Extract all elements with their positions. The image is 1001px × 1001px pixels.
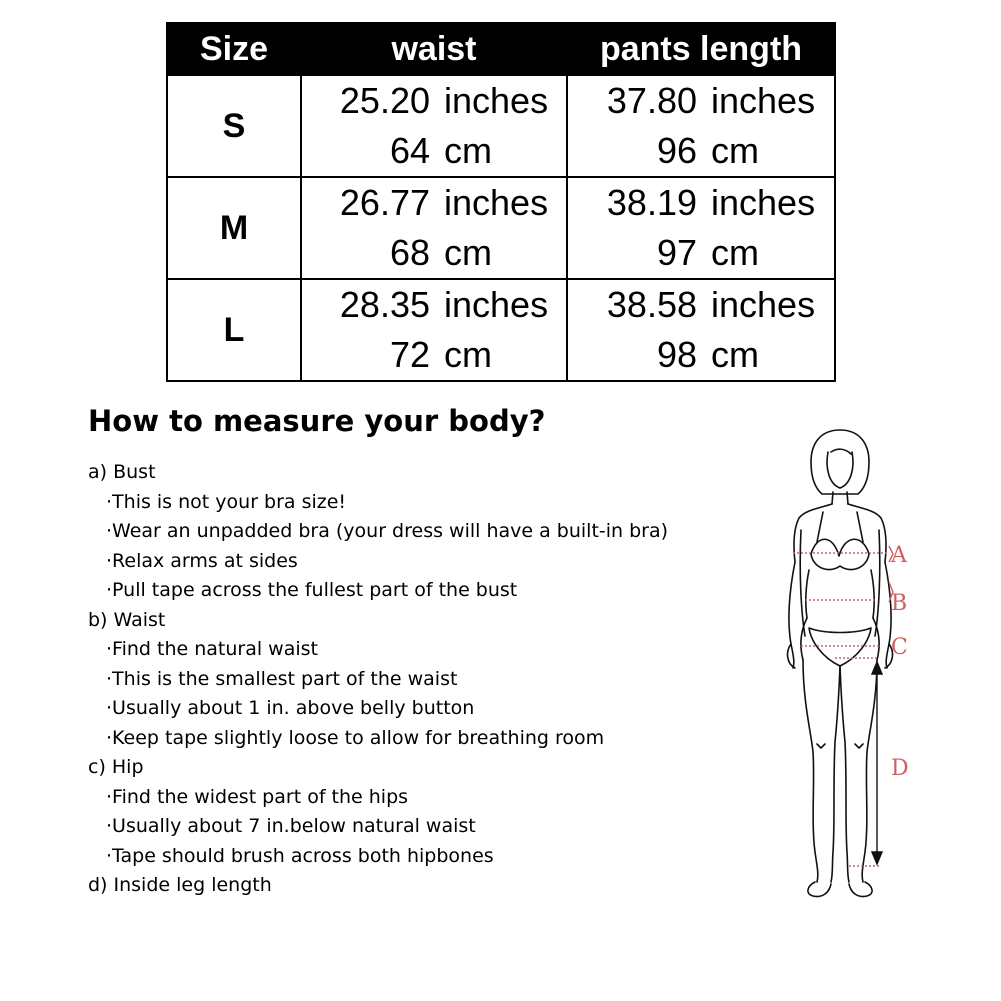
header-waist: waist bbox=[301, 23, 567, 75]
table-row bbox=[167, 75, 835, 177]
list-item: ·Relax arms at sides bbox=[106, 549, 298, 572]
list-item: ·This is the smallest part of the waist bbox=[106, 667, 458, 690]
unit-label: inches bbox=[711, 182, 816, 223]
table-row bbox=[167, 279, 835, 381]
marker-d-label: D bbox=[891, 756, 909, 781]
list-item: ·Keep tape slightly loose to allow for breathing room bbox=[106, 726, 605, 749]
list-item: ·Find the natural waist bbox=[106, 638, 318, 660]
size-label: L bbox=[167, 279, 301, 381]
size-chart-table bbox=[166, 22, 836, 382]
table-row bbox=[167, 177, 835, 279]
waist-cell bbox=[301, 177, 567, 279]
waist-cm-value: 64 bbox=[389, 130, 430, 171]
unit-label: inches bbox=[444, 80, 549, 121]
unit-label: cm bbox=[444, 232, 492, 273]
length-cm-value: 97 bbox=[656, 232, 697, 273]
list-item: ·Usually about 7 in.below natural waist bbox=[106, 815, 476, 837]
header-size: Size bbox=[167, 23, 301, 75]
list-item: ·Pull tape across the fullest part of the bust bbox=[106, 579, 518, 601]
table-header-row bbox=[167, 23, 835, 75]
length-cell bbox=[567, 177, 835, 279]
unit-label: inches bbox=[711, 80, 816, 121]
length-inches-value: 38.58 bbox=[606, 284, 697, 325]
unit-label: cm bbox=[711, 334, 759, 375]
list-item: ·Tape should brush across both hipbones bbox=[106, 844, 494, 867]
waist-cell bbox=[301, 279, 567, 381]
length-cell bbox=[567, 279, 835, 381]
list-item: ·Wear an unpadded bra (your dress will have a built-in bra) bbox=[106, 520, 669, 542]
guide-title: How to measure your body? bbox=[88, 404, 546, 438]
waist-cm-value: 68 bbox=[389, 232, 430, 273]
body-outline-figure bbox=[765, 422, 915, 900]
waist-inches-value: 28.35 bbox=[339, 284, 430, 325]
unit-label: inches bbox=[444, 284, 549, 325]
waist-cm-value: 72 bbox=[389, 334, 430, 375]
list-item: ·This is not your bra size! bbox=[106, 490, 347, 513]
unit-label: inches bbox=[711, 284, 816, 325]
unit-label: cm bbox=[444, 334, 492, 375]
size-label: M bbox=[167, 177, 301, 279]
marker-b-label: B bbox=[891, 591, 908, 616]
unit-label: cm bbox=[444, 130, 492, 171]
length-cm-value: 98 bbox=[656, 334, 697, 375]
length-cm-value: 96 bbox=[656, 130, 697, 171]
list-item: ·Find the widest part of the hips bbox=[106, 785, 409, 808]
waist-inches-value: 25.20 bbox=[339, 80, 430, 121]
measurement-guide bbox=[88, 458, 668, 901]
list-item: ·Usually about 1 in. above belly button bbox=[106, 697, 475, 719]
length-inches-value: 38.19 bbox=[606, 182, 697, 223]
unit-label: cm bbox=[711, 130, 759, 171]
marker-c-label: C bbox=[891, 635, 908, 660]
waist-inches-value: 26.77 bbox=[339, 182, 430, 223]
marker-a-label: A bbox=[891, 543, 907, 568]
section-heading-bust: a) Bust bbox=[88, 461, 156, 483]
length-inches-value: 37.80 bbox=[606, 80, 697, 121]
section-heading-waist: b) Waist bbox=[88, 608, 166, 631]
body-measurement-illustration bbox=[765, 422, 915, 900]
section-heading-inside-leg: d) Inside leg length bbox=[88, 874, 272, 896]
length-cell bbox=[567, 75, 835, 177]
section-heading-hip: c) Hip bbox=[88, 756, 144, 778]
header-pants-length: pants length bbox=[567, 23, 835, 75]
size-label: S bbox=[167, 75, 301, 177]
unit-label: inches bbox=[444, 182, 549, 223]
unit-label: cm bbox=[711, 232, 759, 273]
waist-cell bbox=[301, 75, 567, 177]
